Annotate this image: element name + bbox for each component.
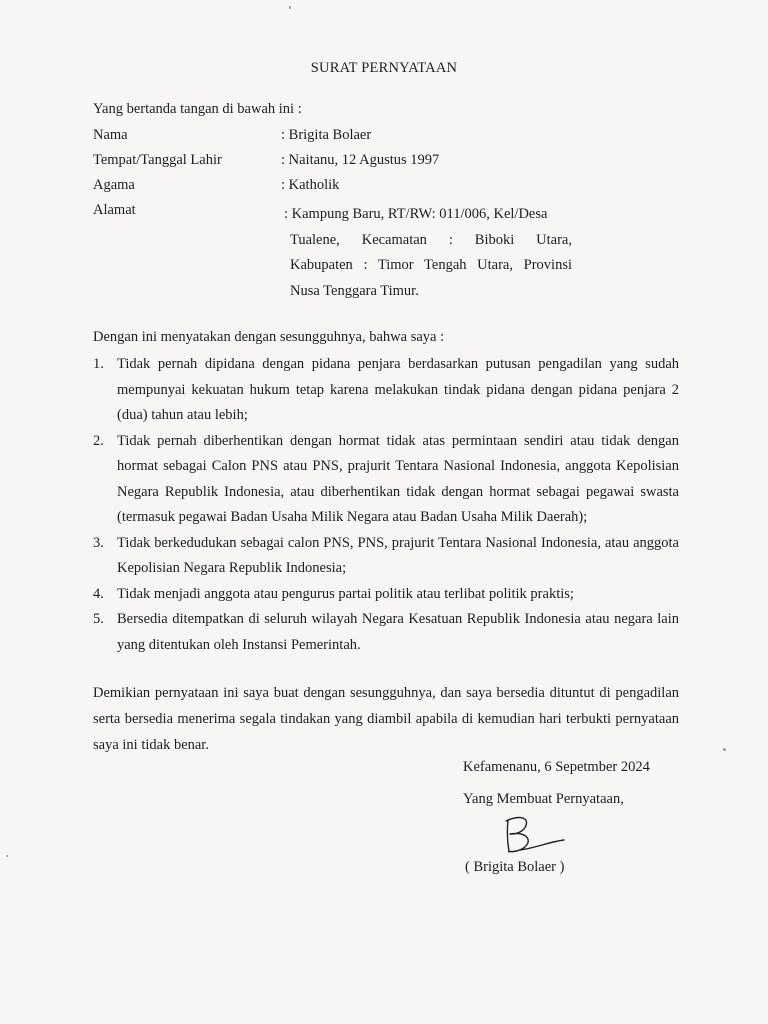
list-item-number: 1. [93,356,104,372]
field-birth-value: : Naitanu, 12 Agustus 1997 [281,152,440,168]
address-line: Kabupaten : Timor Tengah Utara, Provinsi [290,257,572,273]
field-birth-label: Tempat/Tanggal Lahir [93,152,222,168]
list-item-number: 5. [93,611,104,627]
field-religion-label: Agama [93,177,135,193]
list-item-number: 3. [93,534,104,551]
field-address-value [284,202,572,304]
list-item-text: Tidak berkedudukan sebagai calon PNS, PNS, prajurit Tentara Nasional Indonesia, atau anggota Kepolisian Negara Republik Indonesia; [117,534,679,576]
list-item [93,582,679,608]
closing-paragraph: Demikian pernyataan ini saya buat dengan sesungguhnya, dan saya bersedia dituntut di pengadilan serta bersedia menerima segala tindakan yang diambil apabila di kemudian hari terbukti pernyataan saya ini tidak benar. [93,685,679,753]
list-item-number: 2. [93,432,104,449]
list-item [93,531,679,582]
scan-speck [289,6,291,9]
address-line: Tualene, Kecamatan : Biboki Utara, [290,231,572,248]
scan-speck [6,855,8,857]
address-line: Nusa Tenggara Timur. [290,282,419,299]
statement-list [93,352,679,658]
list-item-text: Bersedia ditempatkan di seluruh wilayah Negara Kesatuan Republik Indonesia atau negara lain yang ditentukan oleh Instansi Pemerintah. [117,611,679,653]
list-item [93,429,679,531]
list-item [93,352,679,429]
list-item-text: Tidak menjadi anggota atau pengurus partai politik atau terlibat politik praktis; [117,585,574,602]
scan-speck [723,748,726,751]
place-date: Kefamenanu, 6 Sepetmber 2024 [463,759,650,775]
list-item-text: Tidak pernah diberhentikan dengan hormat tidak atas permintaan sendiri atau tidak dengan hormat sebagai Calon PNS atau PNS, prajurit Tentara Nasional Indonesia, anggota Kepolisian Negara Republik Indonesia, atau diberhentikan tidak dengan hormat sebagai pegawai swasta (termasuk pegawai Badan Usaha Milik Negara atau Badan Usaha Milik Daerah); [117,432,679,525]
field-religion-value: : Katholik [281,177,340,193]
statement-intro: Dengan ini menyatakan dengan sesungguhnya, bahwa saya : [93,329,445,345]
address-line: : Kampung Baru, RT/RW: 011/006, Kel/Desa [284,206,548,222]
intro-text: Yang bertanda tangan di bawah ini : [93,101,302,117]
signature [498,812,568,856]
field-name-value: : Brigita Bolaer [281,127,372,143]
signer-name: ( Brigita Bolaer ) [465,859,565,875]
document-title: SURAT PERNYATAAN [310,60,458,76]
list-item-text: Tidak pernah dipidana dengan pidana penjara berdasarkan putusan pengadilan yang sudah mempunyai kekuatan hukum tetap karena melakukan tindak pidana dengan pidana penjara 2 (dua) tahun atau lebih; [117,356,679,423]
maker-label: Yang Membuat Pernyataan, [463,791,624,807]
list-item [93,607,679,658]
list-item-number: 4. [93,585,104,602]
field-name-label: Nama [93,127,128,143]
field-address-label: Alamat [93,202,136,218]
